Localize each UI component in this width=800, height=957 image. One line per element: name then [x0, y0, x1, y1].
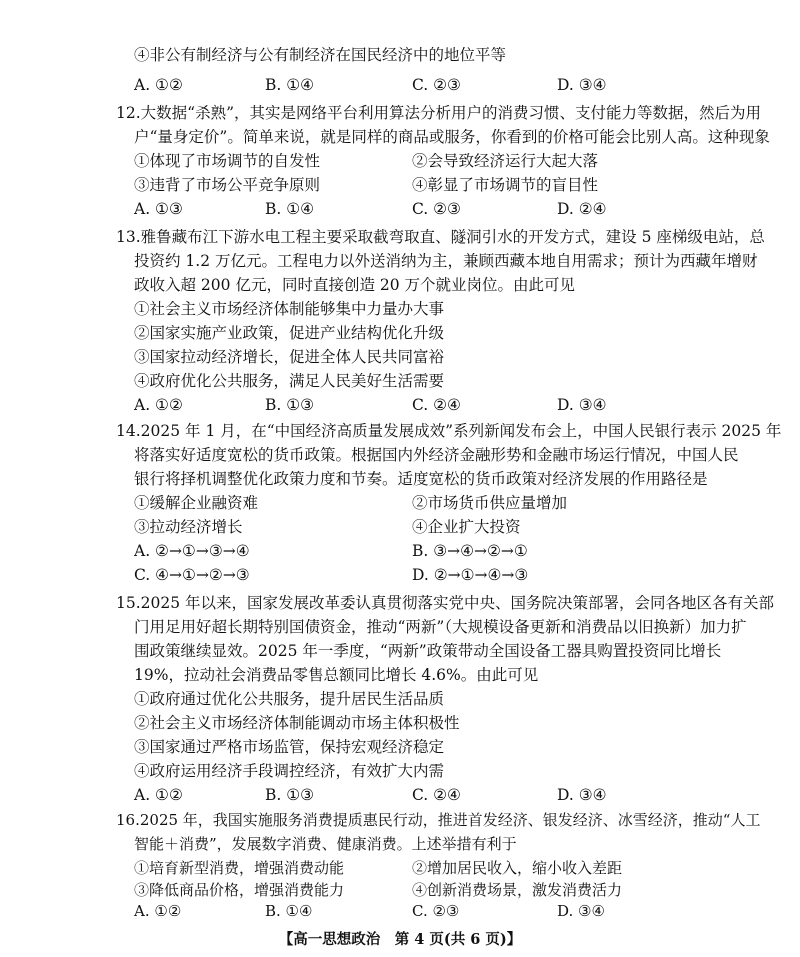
q14-statement-4: ④企业扩大投资: [412, 518, 521, 536]
q13-option-d: D. ③④: [557, 396, 607, 414]
q12-statement-1: ①体现了市场调节的自发性: [134, 152, 321, 170]
q13-stem-line-3: 政收入超 200 亿元，同时直接创造 20 万个就业岗位。由此可见: [134, 276, 576, 294]
q16-option-b: B. ①④: [265, 902, 313, 920]
q14-option-d: D. ②→①→④→③: [412, 566, 529, 584]
q13-statement-3: ③国家拉动经济增长，促进全体人民共同富裕: [134, 348, 445, 366]
q11-option-d: D. ③④: [557, 76, 607, 94]
q12-statement-3: ③违背了市场公平竞争原则: [134, 176, 321, 194]
q12-stem-line-1: 12.大数据“杀熟”，其实是网络平台利用算法分析用户的消费习惯、支付能力等数据，然后为用: [116, 104, 762, 122]
q16-statement-3: ③降低商品价格，增强消费能力: [134, 881, 345, 899]
q14-stem-line-2: 将落实好适度宽松的货币政策。根据国内外经济金融形势和金融市场运行情况，中国人民: [134, 446, 739, 464]
page-footer: 【高一思想政治 第 4 页(共 6 页)】: [278, 931, 522, 948]
q13-option-c: C. ②④: [412, 396, 461, 414]
q13-option-a: A. ①②: [134, 396, 183, 414]
q16-statement-2: ②增加居民收入，缩小收入差距: [412, 859, 623, 877]
q15-option-b: B. ①③: [265, 786, 315, 804]
q14-option-b: B. ③→④→②→①: [412, 542, 528, 560]
q15-statement-4: ④政府运用经济手段调控经济，有效扩大内需: [134, 762, 445, 780]
q14-option-a: A. ②→①→③→④: [134, 542, 250, 560]
q16-option-a: A. ①②: [134, 902, 182, 920]
q11-option-b: B. ①④: [265, 76, 315, 94]
q14-statement-1: ①缓解企业融资难: [134, 494, 259, 512]
q13-stem-line-1: 13.雅鲁藏布江下游水电工程主要采取截弯取直、隧洞引水的开发方式，建设 5 座梯级电站，总: [116, 228, 765, 246]
q13-statement-1: ①社会主义市场经济体制能够集中力量办大事: [134, 300, 445, 318]
q15-statement-2: ②社会主义市场经济体制能调动市场主体积极性: [134, 714, 460, 732]
q13-statement-2: ②国家实施产业政策，促进产业结构优化升级: [134, 324, 445, 342]
q15-option-d: D. ③④: [557, 786, 607, 804]
q14-statement-2: ②市场货币供应量增加: [412, 494, 568, 512]
q12-option-d: D. ②④: [557, 200, 607, 218]
q13-stem-line-2: 投资约 1.2 万亿元。工程电力以外送消纳为主，兼顾西藏本地自用需求；预计为西藏年增财: [134, 252, 758, 270]
q14-statement-3: ③拉动经济增长: [134, 518, 243, 536]
q16-statement-4: ④创新消费场景，激发消费活力: [412, 881, 623, 899]
q15-statement-3: ③国家通过严格市场监管，保持宏观经济稳定: [134, 738, 445, 756]
q12-stem-line-2: 户“量身定价”。简单来说，就是同样的商品或服务，你看到的价格可能会比别人高。这种现象: [134, 128, 770, 146]
q13-statement-4: ④政府优化公共服务，满足人民美好生活需要: [134, 372, 445, 390]
q11-statement-4: ④非公有制经济与公有制经济在国民经济中的地位平等: [134, 46, 507, 64]
q14-option-c: C. ④→①→②→③: [134, 566, 250, 584]
q11-option-a: A. ①②: [134, 76, 183, 94]
q15-stem-line-4: 19%，拉动社会消费品零售总额同比增长 4.6%。由此可见: [134, 666, 539, 684]
q14-stem-line-1: 14.2025 年 1 月，在“中国经济高质量发展成效”系列新闻发布会上，中国人民银行表示 2025 年: [116, 422, 782, 440]
q16-stem-line-1: 16.2025 年，我国实施服务消费提质惠民行动，推进首发经济、银发经济、冰雪经济，推动“人工: [116, 811, 761, 829]
q15-stem-line-2: 门用足用好超长期特别国债资金，推动“两新”（大规模设备更新和消费品以旧换新）加力扩: [134, 618, 747, 636]
q12-option-c: C. ②③: [412, 200, 461, 218]
q12-statement-2: ②会导致经济运行大起大落: [412, 152, 599, 170]
q12-option-a: A. ①③: [134, 200, 183, 218]
q15-option-c: C. ②④: [412, 786, 461, 804]
q11-option-c: C. ②③: [412, 76, 461, 94]
q15-statement-1: ①政府通过优化公共服务，提升居民生活品质: [134, 690, 445, 708]
q13-option-b: B. ①③: [265, 396, 315, 414]
q15-stem-line-1: 15.2025 年以来，国家发展改革委认真贯彻落实党中央、国务院决策部署，会同各地区各有关部: [116, 594, 775, 612]
q16-option-d: D. ③④: [557, 902, 605, 920]
q12-statement-4: ④彰显了市场调节的盲目性: [412, 176, 599, 194]
q15-option-a: A. ①②: [134, 786, 183, 804]
q12-option-b: B. ①④: [265, 200, 315, 218]
q16-statement-1: ①培育新型消费，增强消费动能: [134, 859, 345, 877]
q16-option-c: C. ②③: [412, 902, 460, 920]
q15-stem-line-3: 围政策继续显效。2025 年一季度，“两新”政策带动全国设备工器具购置投资同比增长: [134, 642, 722, 660]
q16-stem-line-2: 智能＋消费”，发展数字消费、健康消费。上述举措有利于: [134, 835, 517, 853]
q14-stem-line-3: 银行将择机调整优化政策力度和节奏。适度宽松的货币政策对经济发展的作用路径是: [134, 470, 708, 488]
